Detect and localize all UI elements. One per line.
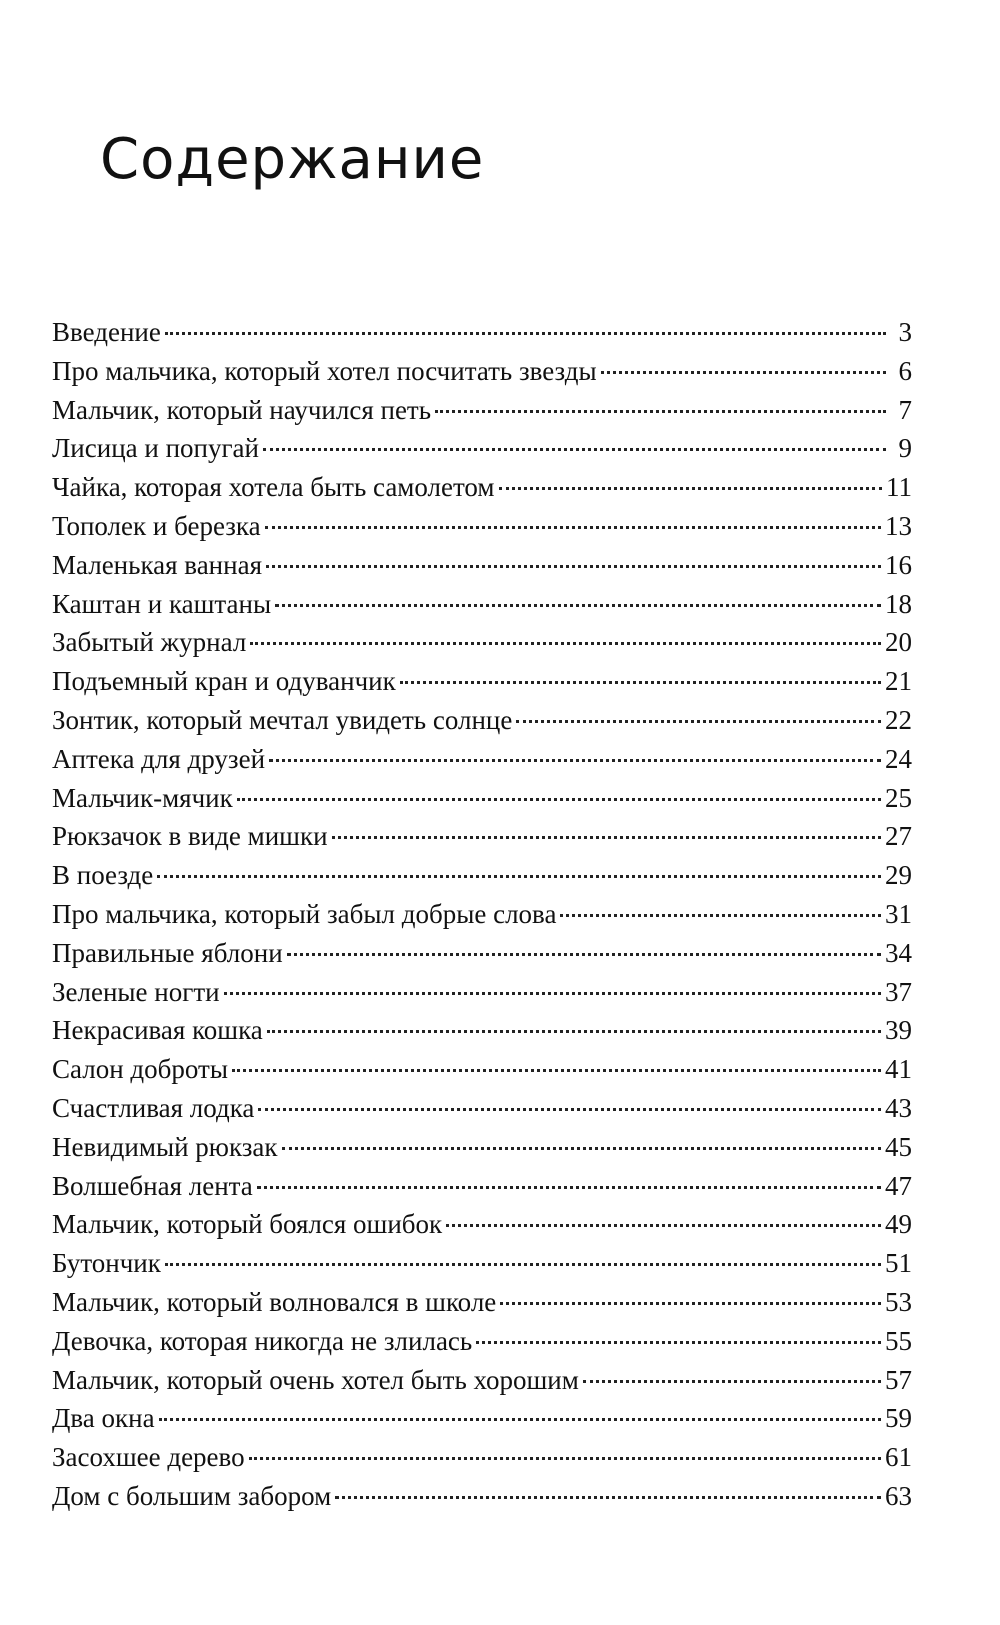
toc-entry-page-number: 45 <box>885 1131 912 1162</box>
toc-entry-page-number: 9 <box>898 433 912 464</box>
toc-entry-title: Правильные яблони <box>52 937 283 968</box>
dot-leader <box>400 681 881 684</box>
toc-entry <box>52 817 912 856</box>
toc-entry <box>52 352 912 391</box>
toc-entry-title: Мальчик, который волновался в школе <box>52 1286 497 1317</box>
toc-entry-page-number: 57 <box>885 1364 912 1395</box>
dot-leader <box>516 720 881 723</box>
toc-entry <box>52 623 912 662</box>
dot-leader <box>335 1496 881 1499</box>
toc-entry-page-number: 22 <box>885 704 912 735</box>
toc-entry-title: Бутончик <box>52 1248 161 1279</box>
toc-entry-title: Про мальчика, который хотел посчитать звезды <box>52 355 597 386</box>
toc-entry <box>52 779 912 818</box>
dot-leader <box>446 1224 881 1227</box>
toc-entry-title: Тополек и березка <box>52 510 261 541</box>
toc-entry <box>52 1322 912 1361</box>
toc-entry-page-number: 29 <box>885 860 912 891</box>
toc-entry <box>52 468 912 507</box>
toc-entry-title: Невидимый рюкзак <box>52 1131 278 1162</box>
toc-entry-title: Счастливая лодка <box>52 1092 255 1123</box>
dot-leader <box>165 332 886 335</box>
toc-entry-title: Аптека для друзей <box>52 743 266 774</box>
dot-leader <box>583 1380 881 1383</box>
toc-entry-title: Про мальчика, который забыл добрые слова <box>52 898 557 929</box>
toc-entry-page-number: 49 <box>885 1209 912 1240</box>
dot-leader <box>560 914 881 917</box>
toc-entry-title: Девочка, которая никогда не злилась <box>52 1325 473 1356</box>
toc-entry-title: В поезде <box>52 860 154 891</box>
toc-entry-page-number: 39 <box>885 1015 912 1046</box>
toc-entry <box>52 1089 912 1128</box>
toc-entry-page-number: 31 <box>885 898 912 929</box>
toc-entry-title: Салон доброты <box>52 1054 228 1085</box>
dot-leader <box>269 759 881 762</box>
toc-entry <box>52 895 912 934</box>
dot-leader <box>435 410 886 413</box>
toc-entry-title: Маленькая ванная <box>52 549 262 580</box>
toc-entry <box>52 391 912 430</box>
toc-entry-title: Мальчик, который боялся ошибок <box>52 1209 443 1240</box>
dot-leader <box>232 1069 881 1072</box>
toc-entry-page-number: 43 <box>885 1092 912 1123</box>
toc-entry-page-number: 34 <box>885 937 912 968</box>
toc-entry <box>52 662 912 701</box>
toc-entry <box>52 1399 912 1438</box>
dot-leader <box>257 1186 881 1189</box>
toc-entry-page-number: 47 <box>885 1170 912 1201</box>
dot-leader <box>249 1457 881 1460</box>
toc-entry <box>52 1438 912 1477</box>
dot-leader <box>499 487 882 490</box>
toc-entry-title: Мальчик-мячик <box>52 782 233 813</box>
toc-entry <box>52 701 912 740</box>
dot-leader <box>258 1108 881 1111</box>
dot-leader <box>159 1418 881 1421</box>
dot-leader <box>165 1263 881 1266</box>
toc-entry-page-number: 51 <box>885 1248 912 1279</box>
toc-entry-page-number: 55 <box>885 1325 912 1356</box>
dot-leader <box>500 1302 881 1305</box>
dot-leader <box>266 565 881 568</box>
toc-entry-page-number: 20 <box>885 627 912 658</box>
toc-entry-page-number: 18 <box>885 588 912 619</box>
toc-entry-page-number: 37 <box>885 976 912 1007</box>
toc-entry <box>52 585 912 624</box>
toc-entry-title: Дом с большим забором <box>52 1480 332 1511</box>
toc-entry-page-number: 3 <box>898 317 912 347</box>
toc-entry <box>52 1283 912 1322</box>
toc-entry-title: Введение <box>52 317 161 347</box>
toc-entry-title: Лисица и попугай <box>52 433 259 464</box>
toc-entry <box>52 1050 912 1089</box>
toc-entry <box>52 1361 912 1400</box>
toc-entry <box>52 313 912 352</box>
toc-entry-page-number: 63 <box>885 1480 912 1511</box>
dot-leader <box>263 448 886 451</box>
toc-entry <box>52 507 912 546</box>
toc-entry <box>52 1477 912 1516</box>
toc-entry-page-number: 16 <box>885 549 912 580</box>
toc-entry-page-number: 7 <box>898 394 912 425</box>
toc-entry-title: Зеленые ногти <box>52 976 220 1007</box>
toc-entry-page-number: 61 <box>885 1442 912 1473</box>
dot-leader <box>237 798 881 801</box>
toc-entry-page-number: 59 <box>885 1403 912 1434</box>
toc-entry <box>52 429 912 468</box>
dot-leader <box>601 371 886 374</box>
toc-entry <box>52 1205 912 1244</box>
toc-entry <box>52 856 912 895</box>
dot-leader <box>476 1341 881 1344</box>
dot-leader <box>287 953 881 956</box>
dot-leader <box>157 875 881 878</box>
toc-entry-title: Подъемный кран и одуванчик <box>52 666 396 697</box>
dot-leader <box>265 526 881 529</box>
toc-entry <box>52 1128 912 1167</box>
toc-entry-title: Некрасивая кошка <box>52 1015 263 1046</box>
toc-entry-page-number: 21 <box>885 666 912 697</box>
toc-entry-title: Каштан и каштаны <box>52 588 272 619</box>
toc-entry-page-number: 11 <box>886 472 912 503</box>
dot-leader <box>332 836 881 839</box>
toc-entry-title: Забытый журнал <box>52 627 247 658</box>
toc-entry-page-number: 41 <box>885 1054 912 1085</box>
dot-leader <box>267 1030 881 1033</box>
toc-entry-title: Мальчик, который очень хотел быть хорошим <box>52 1364 579 1395</box>
dot-leader <box>250 642 881 645</box>
toc-entry-page-number: 27 <box>885 821 912 852</box>
toc-entry-title: Засохшее дерево <box>52 1442 245 1473</box>
toc-entry <box>52 546 912 585</box>
toc-entry-page-number: 24 <box>885 743 912 774</box>
toc-entry <box>52 1011 912 1050</box>
toc-entry-page-number: 13 <box>885 510 912 541</box>
dot-leader <box>275 604 881 607</box>
toc-entry-title: Зонтик, который мечтал увидеть солнце <box>52 704 513 735</box>
page-title: Содержание <box>100 127 485 192</box>
toc-entry-page-number: 6 <box>898 355 912 386</box>
toc-entry <box>52 740 912 779</box>
toc-entry-page-number: 25 <box>885 782 912 813</box>
toc-entry <box>52 934 912 973</box>
dot-leader <box>224 992 881 995</box>
toc-entry-title: Чайка, которая хотела быть самолетом <box>52 472 495 503</box>
toc-entry-title: Два окна <box>52 1403 155 1434</box>
toc-entry-title: Мальчик, который научился петь <box>52 394 432 425</box>
toc-entry-title: Рюкзачок в виде мишки <box>52 821 328 852</box>
toc-entry-page-number: 53 <box>885 1286 912 1317</box>
toc-entry <box>52 1167 912 1206</box>
toc-entry-title: Волшебная лента <box>52 1170 253 1201</box>
toc-entry <box>52 1244 912 1283</box>
dot-leader <box>282 1147 882 1150</box>
toc-entry <box>52 973 912 1012</box>
table-of-contents <box>52 313 912 1516</box>
